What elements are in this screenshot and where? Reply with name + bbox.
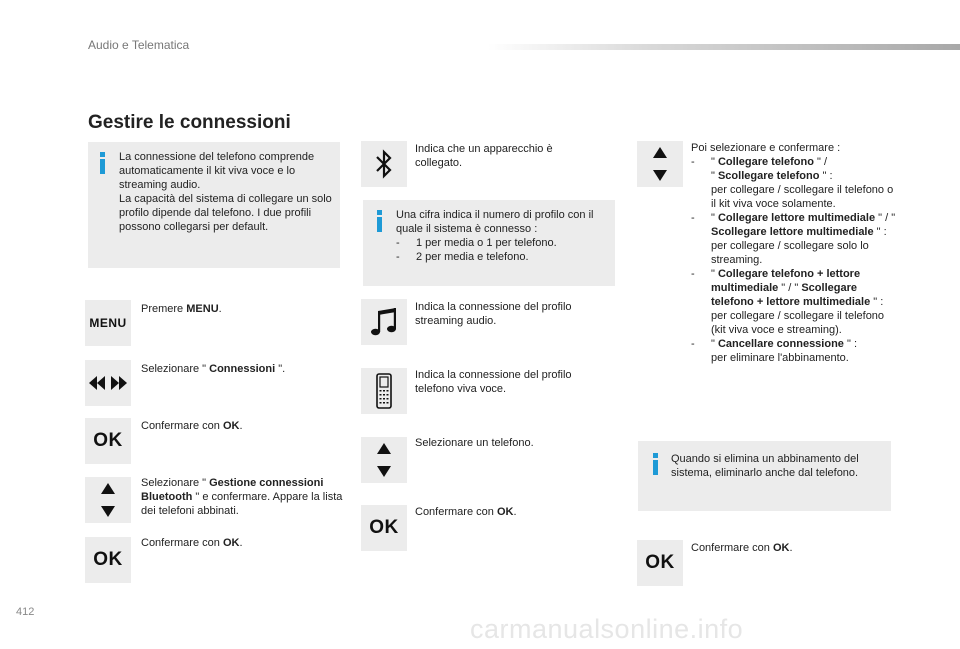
ok-button-icon: OK <box>637 540 683 586</box>
option-collegare-telefono: - " Collegare telefono " / " Scollegare telefono " : per collegare / scollegare il telefono o il kit viva voce solamente. <box>691 156 894 210</box>
step-confirm-ok-2: Confermare con OK. <box>141 537 243 549</box>
seek-arrows-icon <box>85 360 131 406</box>
step-select-phone: Selezionare un telefono. <box>415 437 534 449</box>
info-delete-text: Quando si elimina un abbinamento del sistema, eliminarlo anche dal telefono. <box>671 453 859 479</box>
info-box-connection <box>88 142 340 268</box>
option-cancellare-connessione: - " Cancellare connessione " : per eliminare l'abbinamento. <box>691 338 857 364</box>
watermark: carmanualsonline.info <box>470 614 744 644</box>
info-box-delete <box>638 441 891 511</box>
up-down-arrows-icon <box>637 141 683 187</box>
menu-button-icon: MENU <box>85 300 131 346</box>
audio-profile-description: Indica la connessione del profilo streaming audio. <box>415 301 572 327</box>
step-confirm-ok-4: Confermare con OK. <box>691 542 793 554</box>
page-number: 412 <box>16 606 35 618</box>
options-list: Poi selezionare e confermare : - " Collegare telefono " / " Scollegare telefono " : per collegare / scollegare il telefono o il kit viva voce solamente. - " Collegare lettore multimediale " / " Scollegare lettore multimediale " : per collegare / scollegare solo lo streaming. - " Collegare telefono + lettore multimediale " / " Scollegare telefono + lettore multimediale " : per collegare / scollegare il telefono (kit viva voce e streaming). - " Cancellare connessione " : per eliminare l'abbinamento. <box>691 141 901 365</box>
bluetooth-icon <box>361 141 407 187</box>
ok-button-icon: OK <box>85 537 131 583</box>
info-box-profile <box>363 200 615 286</box>
info-text: La connessione del telefono comprende automaticamente il kit viva voce e lo streaming audio. La capacità del sistema di collegare un solo profilo dipende dal telefono. I due profili possono collegarsi per default. <box>119 151 332 233</box>
mobile-phone-icon <box>361 368 407 414</box>
up-down-arrows-icon <box>361 437 407 483</box>
ok-button-icon: OK <box>361 505 407 551</box>
step-confirm-ok-3: Confermare con OK. <box>415 506 517 518</box>
bluetooth-description: Indica che un apparecchio è collegato. <box>415 143 553 169</box>
header-title: Audio e Telematica <box>88 38 190 52</box>
page-title: Gestire le connessioni <box>88 112 291 133</box>
ok-button-icon: OK <box>85 418 131 464</box>
info-profile-text: Una cifra indica il numero di profilo con il quale il sistema è connesso : - 1 per media o 1 per telefono. - 2 per media e telefono. <box>396 209 594 263</box>
phone-profile-description: Indica la connessione del profilo telefono viva voce. <box>415 369 572 395</box>
step-select-connessioni: Selezionare " Connessioni ". <box>141 363 286 375</box>
option-collegare-telefono-lettore: - " Collegare telefono + lettore multimediale " / " Scollegare telefono + lettore multimediale " : per collegare / scollegare il telefono (kit viva voce e streaming). <box>691 268 885 336</box>
step-confirm-ok-1: Confermare con OK. <box>141 420 243 432</box>
step-select-gestione: Selezionare " Gestione connessioni Bluetooth " e confermare. Appare la lista dei telefoni abbinati. <box>141 477 343 517</box>
option-collegare-lettore: - " Collegare lettore multimediale " / " Scollegare lettore multimediale " : per collegare / scollegare solo lo streaming. <box>691 212 896 266</box>
up-down-arrows-icon <box>85 477 131 523</box>
step-press-menu: Premere MENU. <box>141 303 222 315</box>
music-note-icon <box>361 299 407 345</box>
header-divider <box>488 44 960 50</box>
